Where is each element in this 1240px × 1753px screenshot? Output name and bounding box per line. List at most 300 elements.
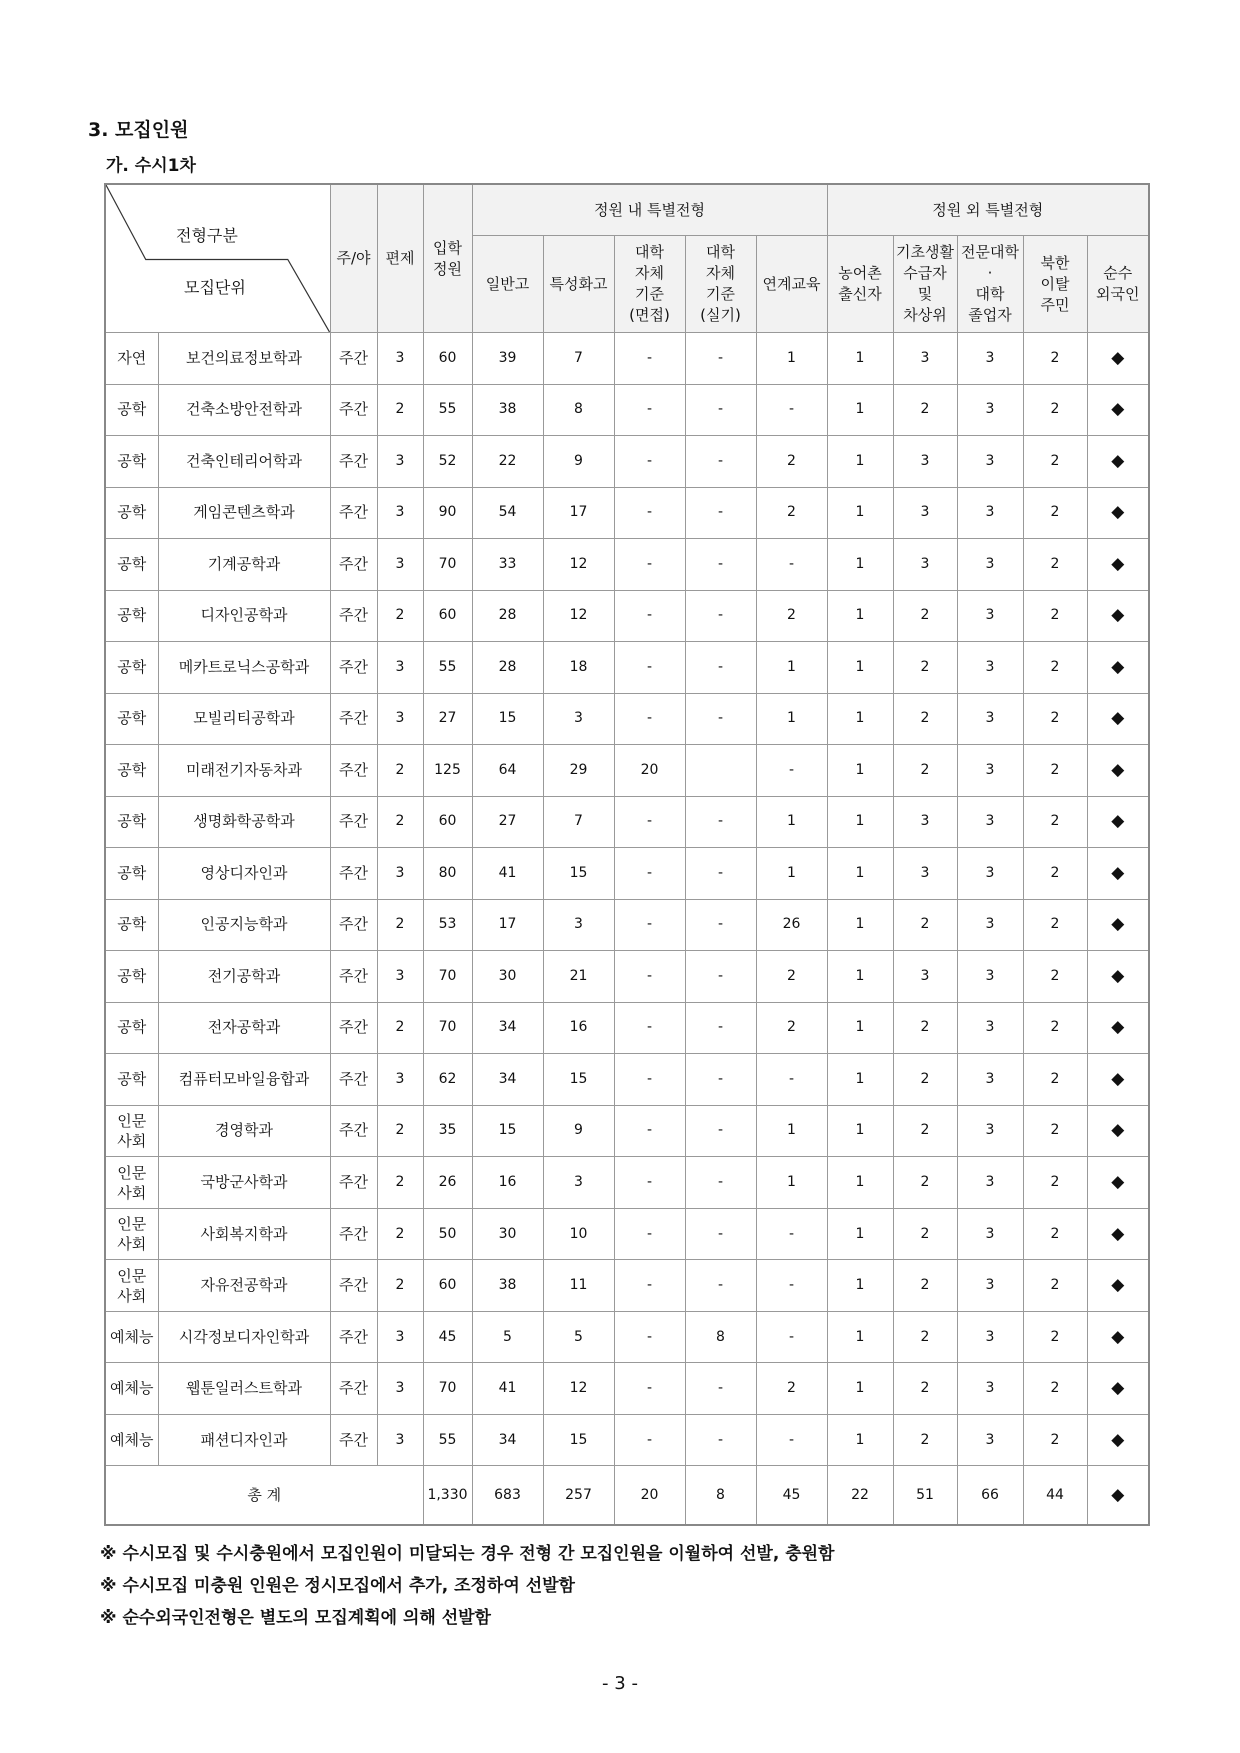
quota-cell: 27 bbox=[423, 693, 472, 745]
pure-foreigner-cell: ◆ bbox=[1087, 642, 1149, 694]
quota-cell: 26 bbox=[423, 1157, 472, 1209]
grade-years-cell: 3 bbox=[377, 951, 423, 1003]
low-income-cell: 3 bbox=[893, 487, 957, 539]
quota-cell: 55 bbox=[423, 642, 472, 694]
interview-criteria-cell: - bbox=[614, 642, 685, 694]
college-graduate-cell: 3 bbox=[957, 1105, 1023, 1157]
college-graduate-cell: 3 bbox=[957, 1002, 1023, 1054]
rural-cell: 1 bbox=[827, 1054, 893, 1106]
college-graduate-cell: 3 bbox=[957, 642, 1023, 694]
linked-education-cell: 2 bbox=[756, 951, 827, 1003]
interview-criteria-cell: - bbox=[614, 1414, 685, 1466]
header-practical-criteria: 대학 자체 기준 (실기) bbox=[685, 236, 756, 333]
department-cell: 전자공학과 bbox=[158, 1002, 330, 1054]
general-hs-cell: 64 bbox=[472, 745, 543, 797]
quota-cell: 70 bbox=[423, 951, 472, 1003]
pure-foreigner-cell: ◆ bbox=[1087, 539, 1149, 591]
day-night-cell: 주간 bbox=[330, 1157, 377, 1209]
admission-quota-table-container bbox=[104, 183, 1148, 1526]
notes bbox=[100, 1538, 834, 1634]
field-cell: 공학 bbox=[105, 1054, 158, 1106]
north-korean-defector-cell: 2 bbox=[1023, 848, 1087, 900]
table-row bbox=[105, 590, 1149, 642]
practical-criteria-cell: - bbox=[685, 436, 756, 488]
day-night-cell: 주간 bbox=[330, 590, 377, 642]
linked-education-cell: 2 bbox=[756, 436, 827, 488]
vocational-hs-cell: 17 bbox=[543, 487, 614, 539]
vocational-hs-cell: 18 bbox=[543, 642, 614, 694]
header-interview-criteria: 대학 자체 기준 (면접) bbox=[614, 236, 685, 333]
total-interview-criteria: 20 bbox=[614, 1466, 685, 1525]
vocational-hs-cell: 15 bbox=[543, 848, 614, 900]
grade-years-cell: 2 bbox=[377, 1157, 423, 1209]
interview-criteria-cell: - bbox=[614, 693, 685, 745]
north-korean-defector-cell: 2 bbox=[1023, 436, 1087, 488]
total-pure-foreigner: ◆ bbox=[1087, 1466, 1149, 1525]
total-quota: 1,330 bbox=[423, 1466, 472, 1525]
general-hs-cell: 28 bbox=[472, 590, 543, 642]
header-general-hs: 일반고 bbox=[472, 236, 543, 333]
department-cell: 시각정보디자인학과 bbox=[158, 1311, 330, 1363]
field-cell: 공학 bbox=[105, 642, 158, 694]
north-korean-defector-cell: 2 bbox=[1023, 796, 1087, 848]
interview-criteria-cell: - bbox=[614, 1208, 685, 1260]
header-rural: 농어촌 출신자 bbox=[827, 236, 893, 333]
vocational-hs-cell: 3 bbox=[543, 693, 614, 745]
north-korean-defector-cell: 2 bbox=[1023, 1105, 1087, 1157]
low-income-cell: 2 bbox=[893, 590, 957, 642]
grade-years-cell: 2 bbox=[377, 1002, 423, 1054]
quota-cell: 55 bbox=[423, 384, 472, 436]
college-graduate-cell: 3 bbox=[957, 745, 1023, 797]
interview-criteria-cell: - bbox=[614, 848, 685, 900]
interview-criteria-cell: - bbox=[614, 1363, 685, 1415]
general-hs-cell: 30 bbox=[472, 1208, 543, 1260]
table-row bbox=[105, 1363, 1149, 1415]
department-cell: 인공지능학과 bbox=[158, 899, 330, 951]
field-cell: 공학 bbox=[105, 539, 158, 591]
field-cell: 예체능 bbox=[105, 1414, 158, 1466]
field-cell: 인문 사회 bbox=[105, 1208, 158, 1260]
general-hs-cell: 30 bbox=[472, 951, 543, 1003]
field-cell: 공학 bbox=[105, 487, 158, 539]
college-graduate-cell: 3 bbox=[957, 1260, 1023, 1312]
linked-education-cell: - bbox=[756, 1311, 827, 1363]
linked-education-cell: 2 bbox=[756, 590, 827, 642]
linked-education-cell: 1 bbox=[756, 796, 827, 848]
field-cell: 공학 bbox=[105, 1002, 158, 1054]
grade-years-cell: 2 bbox=[377, 1208, 423, 1260]
field-cell: 자연 bbox=[105, 333, 158, 385]
day-night-cell: 주간 bbox=[330, 333, 377, 385]
low-income-cell: 3 bbox=[893, 333, 957, 385]
general-hs-cell: 33 bbox=[472, 539, 543, 591]
general-hs-cell: 22 bbox=[472, 436, 543, 488]
department-cell: 국방군사학과 bbox=[158, 1157, 330, 1209]
quota-cell: 60 bbox=[423, 1260, 472, 1312]
low-income-cell: 2 bbox=[893, 1054, 957, 1106]
practical-criteria-cell: - bbox=[685, 384, 756, 436]
north-korean-defector-cell: 2 bbox=[1023, 1414, 1087, 1466]
general-hs-cell: 34 bbox=[472, 1054, 543, 1106]
rural-cell: 1 bbox=[827, 951, 893, 1003]
north-korean-defector-cell: 2 bbox=[1023, 1311, 1087, 1363]
vocational-hs-cell: 7 bbox=[543, 796, 614, 848]
vocational-hs-cell: 16 bbox=[543, 1002, 614, 1054]
quota-cell: 70 bbox=[423, 1002, 472, 1054]
diagonal-header-cell bbox=[105, 184, 330, 333]
general-hs-cell: 34 bbox=[472, 1414, 543, 1466]
pure-foreigner-cell: ◆ bbox=[1087, 1157, 1149, 1209]
linked-education-cell: 1 bbox=[756, 333, 827, 385]
rural-cell: 1 bbox=[827, 796, 893, 848]
vocational-hs-cell: 15 bbox=[543, 1054, 614, 1106]
page-number: - 3 - bbox=[602, 1673, 638, 1694]
grade-years-cell: 3 bbox=[377, 848, 423, 900]
vocational-hs-cell: 29 bbox=[543, 745, 614, 797]
day-night-cell: 주간 bbox=[330, 1311, 377, 1363]
quota-cell: 80 bbox=[423, 848, 472, 900]
north-korean-defector-cell: 2 bbox=[1023, 1002, 1087, 1054]
general-hs-cell: 15 bbox=[472, 1105, 543, 1157]
quota-cell: 90 bbox=[423, 487, 472, 539]
college-graduate-cell: 3 bbox=[957, 951, 1023, 1003]
linked-education-cell: - bbox=[756, 1208, 827, 1260]
low-income-cell: 3 bbox=[893, 436, 957, 488]
grade-years-cell: 3 bbox=[377, 1311, 423, 1363]
field-cell: 인문 사회 bbox=[105, 1157, 158, 1209]
day-night-cell: 주간 bbox=[330, 1414, 377, 1466]
interview-criteria-cell: - bbox=[614, 1157, 685, 1209]
header-selection-type: 전형구분 bbox=[176, 226, 238, 245]
day-night-cell: 주간 bbox=[330, 745, 377, 797]
practical-criteria-cell: - bbox=[685, 1260, 756, 1312]
table-row bbox=[105, 1311, 1149, 1363]
rural-cell: 1 bbox=[827, 848, 893, 900]
interview-criteria-cell: - bbox=[614, 1054, 685, 1106]
field-cell: 예체능 bbox=[105, 1311, 158, 1363]
general-hs-cell: 5 bbox=[472, 1311, 543, 1363]
low-income-cell: 2 bbox=[893, 1208, 957, 1260]
vocational-hs-cell: 15 bbox=[543, 1414, 614, 1466]
college-graduate-cell: 3 bbox=[957, 899, 1023, 951]
field-cell: 공학 bbox=[105, 745, 158, 797]
diagonal-line bbox=[106, 185, 330, 332]
day-night-cell: 주간 bbox=[330, 1208, 377, 1260]
field-cell: 공학 bbox=[105, 693, 158, 745]
day-night-cell: 주간 bbox=[330, 487, 377, 539]
vocational-hs-cell: 9 bbox=[543, 436, 614, 488]
department-cell: 경영학과 bbox=[158, 1105, 330, 1157]
day-night-cell: 주간 bbox=[330, 1105, 377, 1157]
vocational-hs-cell: 5 bbox=[543, 1311, 614, 1363]
grade-years-cell: 3 bbox=[377, 693, 423, 745]
college-graduate-cell: 3 bbox=[957, 1054, 1023, 1106]
north-korean-defector-cell: 2 bbox=[1023, 333, 1087, 385]
department-cell: 건축인테리어학과 bbox=[158, 436, 330, 488]
general-hs-cell: 41 bbox=[472, 848, 543, 900]
rural-cell: 1 bbox=[827, 590, 893, 642]
low-income-cell: 2 bbox=[893, 693, 957, 745]
practical-criteria-cell: - bbox=[685, 848, 756, 900]
field-cell: 공학 bbox=[105, 796, 158, 848]
total-row bbox=[105, 1466, 1149, 1525]
practical-criteria-cell: - bbox=[685, 590, 756, 642]
day-night-cell: 주간 bbox=[330, 539, 377, 591]
quota-cell: 45 bbox=[423, 1311, 472, 1363]
vocational-hs-cell: 11 bbox=[543, 1260, 614, 1312]
practical-criteria-cell: - bbox=[685, 1414, 756, 1466]
department-cell: 모빌리티공학과 bbox=[158, 693, 330, 745]
rural-cell: 1 bbox=[827, 384, 893, 436]
department-cell: 건축소방안전학과 bbox=[158, 384, 330, 436]
table-row bbox=[105, 1208, 1149, 1260]
day-night-cell: 주간 bbox=[330, 848, 377, 900]
header-recruit-unit: 모집단위 bbox=[184, 278, 246, 297]
pure-foreigner-cell: ◆ bbox=[1087, 333, 1149, 385]
general-hs-cell: 54 bbox=[472, 487, 543, 539]
north-korean-defector-cell: 2 bbox=[1023, 951, 1087, 1003]
pure-foreigner-cell: ◆ bbox=[1087, 1311, 1149, 1363]
interview-criteria-cell: - bbox=[614, 436, 685, 488]
low-income-cell: 3 bbox=[893, 848, 957, 900]
pure-foreigner-cell: ◆ bbox=[1087, 848, 1149, 900]
north-korean-defector-cell: 2 bbox=[1023, 590, 1087, 642]
pure-foreigner-cell: ◆ bbox=[1087, 1208, 1149, 1260]
field-cell: 공학 bbox=[105, 848, 158, 900]
linked-education-cell: 1 bbox=[756, 1157, 827, 1209]
rural-cell: 1 bbox=[827, 1260, 893, 1312]
pure-foreigner-cell: ◆ bbox=[1087, 899, 1149, 951]
rural-cell: 1 bbox=[827, 333, 893, 385]
field-cell: 인문 사회 bbox=[105, 1105, 158, 1157]
practical-criteria-cell: - bbox=[685, 487, 756, 539]
practical-criteria-cell: - bbox=[685, 796, 756, 848]
grade-years-cell: 2 bbox=[377, 899, 423, 951]
table-row bbox=[105, 1105, 1149, 1157]
total-practical-criteria: 8 bbox=[685, 1466, 756, 1525]
interview-criteria-cell: - bbox=[614, 1260, 685, 1312]
quota-cell: 125 bbox=[423, 745, 472, 797]
header-low-income: 기초생활 수급자 및 차상위 bbox=[893, 236, 957, 333]
field-cell: 공학 bbox=[105, 384, 158, 436]
quota-cell: 50 bbox=[423, 1208, 472, 1260]
department-cell: 웹툰일러스트학과 bbox=[158, 1363, 330, 1415]
grade-years-cell: 3 bbox=[377, 333, 423, 385]
vocational-hs-cell: 7 bbox=[543, 333, 614, 385]
practical-criteria-cell: - bbox=[685, 899, 756, 951]
low-income-cell: 2 bbox=[893, 1311, 957, 1363]
north-korean-defector-cell: 2 bbox=[1023, 642, 1087, 694]
vocational-hs-cell: 12 bbox=[543, 539, 614, 591]
rural-cell: 1 bbox=[827, 1105, 893, 1157]
north-korean-defector-cell: 2 bbox=[1023, 1260, 1087, 1312]
linked-education-cell: - bbox=[756, 1260, 827, 1312]
quota-cell: 70 bbox=[423, 1363, 472, 1415]
college-graduate-cell: 3 bbox=[957, 590, 1023, 642]
general-hs-cell: 16 bbox=[472, 1157, 543, 1209]
college-graduate-cell: 3 bbox=[957, 693, 1023, 745]
practical-criteria-cell: - bbox=[685, 1054, 756, 1106]
table-row bbox=[105, 1157, 1149, 1209]
linked-education-cell: - bbox=[756, 1414, 827, 1466]
general-hs-cell: 28 bbox=[472, 642, 543, 694]
quota-cell: 52 bbox=[423, 436, 472, 488]
header-grade-years: 편제 bbox=[377, 184, 423, 333]
department-cell: 디자인공학과 bbox=[158, 590, 330, 642]
admission-quota-table bbox=[104, 183, 1150, 1526]
table-row bbox=[105, 642, 1149, 694]
quota-cell: 60 bbox=[423, 333, 472, 385]
interview-criteria-cell: - bbox=[614, 951, 685, 1003]
day-night-cell: 주간 bbox=[330, 1002, 377, 1054]
pure-foreigner-cell: ◆ bbox=[1087, 1002, 1149, 1054]
linked-education-cell: 1 bbox=[756, 1105, 827, 1157]
header-pure-foreigner: 순수 외국인 bbox=[1087, 236, 1149, 333]
linked-education-cell: - bbox=[756, 745, 827, 797]
low-income-cell: 2 bbox=[893, 1260, 957, 1312]
table-row bbox=[105, 487, 1149, 539]
low-income-cell: 2 bbox=[893, 1363, 957, 1415]
total-north-korean-defector: 44 bbox=[1023, 1466, 1087, 1525]
day-night-cell: 주간 bbox=[330, 384, 377, 436]
low-income-cell: 3 bbox=[893, 796, 957, 848]
total-vocational-hs: 257 bbox=[543, 1466, 614, 1525]
low-income-cell: 2 bbox=[893, 1105, 957, 1157]
department-cell: 자유전공학과 bbox=[158, 1260, 330, 1312]
vocational-hs-cell: 3 bbox=[543, 1157, 614, 1209]
vocational-hs-cell: 8 bbox=[543, 384, 614, 436]
pure-foreigner-cell: ◆ bbox=[1087, 1054, 1149, 1106]
rural-cell: 1 bbox=[827, 693, 893, 745]
linked-education-cell: 2 bbox=[756, 487, 827, 539]
interview-criteria-cell: - bbox=[614, 899, 685, 951]
pure-foreigner-cell: ◆ bbox=[1087, 1363, 1149, 1415]
linked-education-cell: 1 bbox=[756, 642, 827, 694]
practical-criteria-cell: - bbox=[685, 693, 756, 745]
total-college-graduate: 66 bbox=[957, 1466, 1023, 1525]
pure-foreigner-cell: ◆ bbox=[1087, 1105, 1149, 1157]
linked-education-cell: 1 bbox=[756, 848, 827, 900]
department-cell: 메카트로닉스공학과 bbox=[158, 642, 330, 694]
pure-foreigner-cell: ◆ bbox=[1087, 1414, 1149, 1466]
field-cell: 공학 bbox=[105, 436, 158, 488]
pure-foreigner-cell: ◆ bbox=[1087, 487, 1149, 539]
vocational-hs-cell: 9 bbox=[543, 1105, 614, 1157]
low-income-cell: 2 bbox=[893, 1414, 957, 1466]
header-day-night: 주/야 bbox=[330, 184, 377, 333]
college-graduate-cell: 3 bbox=[957, 1414, 1023, 1466]
general-hs-cell: 41 bbox=[472, 1363, 543, 1415]
rural-cell: 1 bbox=[827, 745, 893, 797]
college-graduate-cell: 3 bbox=[957, 1208, 1023, 1260]
vocational-hs-cell: 10 bbox=[543, 1208, 614, 1260]
pure-foreigner-cell: ◆ bbox=[1087, 745, 1149, 797]
grade-years-cell: 3 bbox=[377, 436, 423, 488]
north-korean-defector-cell: 2 bbox=[1023, 1157, 1087, 1209]
header-north-korean-defector: 북한 이탈 주민 bbox=[1023, 236, 1087, 333]
table-row bbox=[105, 848, 1149, 900]
field-cell: 인문 사회 bbox=[105, 1260, 158, 1312]
table-row bbox=[105, 436, 1149, 488]
linked-education-cell: - bbox=[756, 1054, 827, 1106]
interview-criteria-cell: - bbox=[614, 539, 685, 591]
grade-years-cell: 2 bbox=[377, 796, 423, 848]
department-cell: 패션디자인과 bbox=[158, 1414, 330, 1466]
total-general-hs: 683 bbox=[472, 1466, 543, 1525]
interview-criteria-cell: - bbox=[614, 487, 685, 539]
quota-cell: 35 bbox=[423, 1105, 472, 1157]
quota-cell: 53 bbox=[423, 899, 472, 951]
practical-criteria-cell: - bbox=[685, 1002, 756, 1054]
quota-cell: 55 bbox=[423, 1414, 472, 1466]
linked-education-cell: 1 bbox=[756, 693, 827, 745]
college-graduate-cell: 3 bbox=[957, 848, 1023, 900]
general-hs-cell: 38 bbox=[472, 1260, 543, 1312]
quota-cell: 70 bbox=[423, 539, 472, 591]
note-item: ※ 순수외국인전형은 별도의 모집계획에 의해 선발함 bbox=[100, 1608, 491, 1628]
field-cell: 공학 bbox=[105, 951, 158, 1003]
grade-years-cell: 3 bbox=[377, 642, 423, 694]
field-cell: 공학 bbox=[105, 899, 158, 951]
department-cell: 전기공학과 bbox=[158, 951, 330, 1003]
practical-criteria-cell: - bbox=[685, 951, 756, 1003]
low-income-cell: 2 bbox=[893, 745, 957, 797]
grade-years-cell: 2 bbox=[377, 590, 423, 642]
vocational-hs-cell: 3 bbox=[543, 899, 614, 951]
interview-criteria-cell: 20 bbox=[614, 745, 685, 797]
table-row bbox=[105, 384, 1149, 436]
table-row bbox=[105, 1260, 1149, 1312]
total-low-income: 51 bbox=[893, 1466, 957, 1525]
department-cell: 생명화학공학과 bbox=[158, 796, 330, 848]
college-graduate-cell: 3 bbox=[957, 539, 1023, 591]
header-college-graduate: 전문대학 · 대학 졸업자 bbox=[957, 236, 1023, 333]
north-korean-defector-cell: 2 bbox=[1023, 539, 1087, 591]
interview-criteria-cell: - bbox=[614, 590, 685, 642]
total-rural: 22 bbox=[827, 1466, 893, 1525]
college-graduate-cell: 3 bbox=[957, 384, 1023, 436]
sub-title: 가. 수시1차 bbox=[106, 156, 196, 176]
low-income-cell: 3 bbox=[893, 539, 957, 591]
north-korean-defector-cell: 2 bbox=[1023, 384, 1087, 436]
low-income-cell: 2 bbox=[893, 899, 957, 951]
table-row bbox=[105, 333, 1149, 385]
low-income-cell: 2 bbox=[893, 1002, 957, 1054]
north-korean-defector-cell: 2 bbox=[1023, 1208, 1087, 1260]
practical-criteria-cell: - bbox=[685, 1157, 756, 1209]
day-night-cell: 주간 bbox=[330, 436, 377, 488]
rural-cell: 1 bbox=[827, 1414, 893, 1466]
table-row bbox=[105, 951, 1149, 1003]
rural-cell: 1 bbox=[827, 899, 893, 951]
low-income-cell: 2 bbox=[893, 642, 957, 694]
total-linked-education: 45 bbox=[756, 1466, 827, 1525]
practical-criteria-cell: - bbox=[685, 642, 756, 694]
note-item: ※ 수시모집 및 수시충원에서 모집인원이 미달되는 경우 전형 간 모집인원을 이월하여 선발, 충원함 bbox=[100, 1544, 835, 1564]
rural-cell: 1 bbox=[827, 1363, 893, 1415]
grade-years-cell: 2 bbox=[377, 384, 423, 436]
college-graduate-cell: 3 bbox=[957, 1311, 1023, 1363]
north-korean-defector-cell: 2 bbox=[1023, 745, 1087, 797]
quota-cell: 60 bbox=[423, 796, 472, 848]
pure-foreigner-cell: ◆ bbox=[1087, 384, 1149, 436]
department-cell: 보건의료정보학과 bbox=[158, 333, 330, 385]
practical-criteria-cell: - bbox=[685, 1363, 756, 1415]
grade-years-cell: 2 bbox=[377, 745, 423, 797]
practical-criteria-cell: - bbox=[685, 1208, 756, 1260]
practical-criteria-cell bbox=[685, 745, 756, 797]
